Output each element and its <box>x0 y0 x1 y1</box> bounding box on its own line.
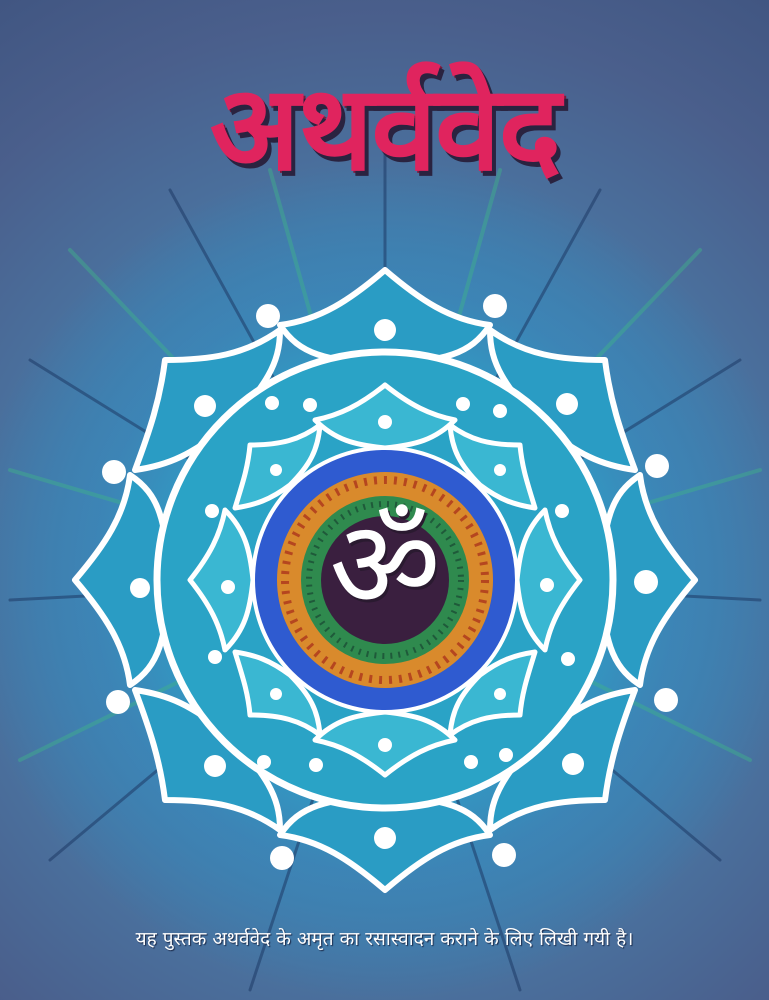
om-symbol: ॐ <box>329 494 441 636</box>
book-title: अथर्ववेद <box>209 59 560 197</box>
cover-tagline: यह पुस्तक अथर्ववेद के अमृत का रसास्वादन कराने के लिए लिखी गयी है। <box>135 928 634 950</box>
